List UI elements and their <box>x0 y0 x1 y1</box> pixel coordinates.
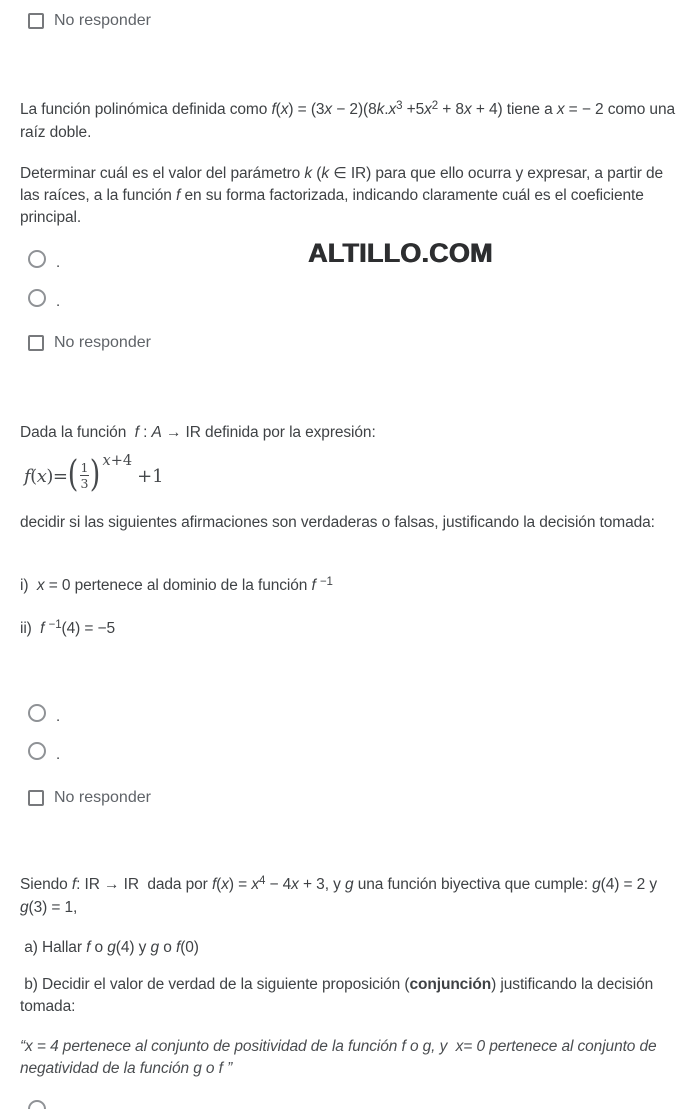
altillo-watermark: ALTILLO.COM <box>308 238 493 268</box>
option-label: . <box>56 708 61 725</box>
question2-intro: Dada la función f : A → IR definida por la expresión: <box>20 424 376 441</box>
math-formula <box>24 451 164 501</box>
radio-button[interactable] <box>28 704 46 722</box>
radio-button[interactable] <box>28 742 46 760</box>
radio-button[interactable] <box>28 289 46 307</box>
radio-button[interactable] <box>28 250 46 268</box>
question3-part-a: a) Hallar f o g(4) y g o f(0) <box>20 939 199 956</box>
fraction-numerator: 1 <box>80 459 89 475</box>
question3-statement: Siendo f: IR → IR dada por $f(x) = x^4 - 4x + 3$, y g una función biyectiva que cumple: g(4) = 2 y g(3) = 1, <box>20 875 662 916</box>
answer-option <box>28 289 61 310</box>
question1-instructions: Determinar cuál es el valor del parámetro k (k ∈ IR) para que ello ocurra y expresar, a partir de las raíces, a la función f en su forma factorizada, indicando claramente cuál es el coeficiente principal. <box>20 165 668 226</box>
radio-button[interactable] <box>28 1100 46 1109</box>
option-label: . <box>56 746 61 763</box>
formula-lhs: f(x)= <box>24 465 68 487</box>
formula-exponent: x+4 <box>102 453 133 469</box>
question3-proposition-quote: “x = 4 pertenece al conjunto de positividad de la función f o g, y x= 0 pertenece al conjunto de negatividad de la función g o f ” <box>20 1038 661 1077</box>
question1-statement: La función polinómica definida como $f(x) = (3x - 2)(8k.x^3 +5x^2 + 8x + 4)$ tiene a x = − 2 como una raíz doble. <box>20 100 680 141</box>
open-paren: ( <box>68 454 79 495</box>
fraction <box>80 461 90 490</box>
answer-option <box>28 250 61 271</box>
fraction-denominator: 3 <box>80 475 89 491</box>
no-answer-label: No responder <box>54 789 151 806</box>
question2-item-i: i) x = 0 pertenece al dominio de la función f $^{-1}$ <box>20 576 333 594</box>
checkbox[interactable] <box>28 13 44 29</box>
answer-option <box>28 742 61 763</box>
close-paren: ) <box>90 454 101 495</box>
formula-tail: +1 <box>137 465 164 487</box>
checkbox[interactable] <box>28 790 44 806</box>
no-answer-row-q2 <box>28 789 151 807</box>
question2-instructions: decidir si las siguientes afirmaciones son verdaderas o falsas, justificando la decisión tomada: <box>20 514 655 531</box>
no-answer-label: No responder <box>54 334 151 351</box>
question3-part-b: b) Decidir el valor de verdad de la siguiente proposición (conjunción) justificando la decisión tomada: <box>20 976 658 1015</box>
no-answer-label: No responder <box>54 12 151 29</box>
question2-item-ii: ii) f $^{-1}$(4) = −5 <box>20 619 116 637</box>
option-label: . <box>56 293 61 310</box>
answer-option <box>28 704 61 725</box>
no-answer-row-q1 <box>28 334 151 352</box>
option-label: . <box>56 254 61 271</box>
checkbox[interactable] <box>28 335 44 351</box>
no-answer-row-prev <box>28 12 151 30</box>
